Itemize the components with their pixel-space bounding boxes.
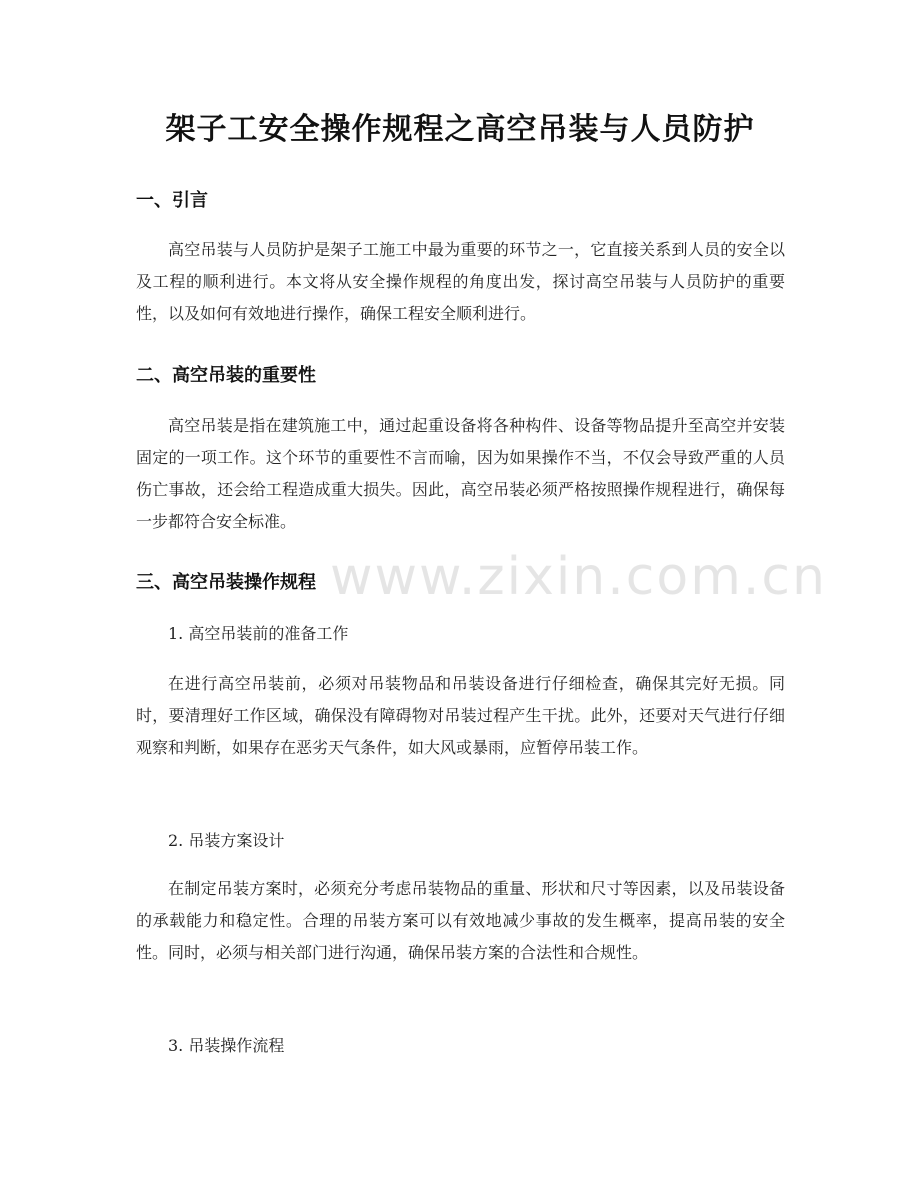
subsection-title-preparation: 1. 高空吊装前的准备工作 [168, 624, 349, 643]
subsection-title-plan-design: 2. 吊装方案设计 [168, 831, 285, 850]
subsection-paragraph-preparation: 在进行高空吊装前，必须对吊装物品和吊装设备进行仔细检查，确保其完好无损。同时，要清理好工作区域，确保没有障碍物对吊装过程产生干扰。此外，还要对天气进行仔细观察和判断，如果存在恶劣天气条件，如大风或暴雨，应暂停吊装工作。 [136, 674, 785, 757]
section-heading-importance: 二、高空吊装的重要性 [136, 365, 316, 386]
section-paragraph-importance: 高空吊装是指在建筑施工中，通过起重设备将各种构件、设备等物品提升至高空并安装固定的一项工作。这个环节的重要性不言而喻，因为如果操作不当，不仅会导致严重的人员伤亡事故，还会给工程造成重大损失。因此，高空吊装必须严格按照操作规程进行，确保每一步都符合安全标准。 [136, 416, 785, 531]
section-paragraph-introduction: 高空吊装与人员防护是架子工施工中最为重要的环节之一，它直接关系到人员的安全以及工程的顺利进行。本文将从安全操作规程的角度出发，探讨高空吊装与人员防护的重要性，以及如何有效地进行操作，确保工程安全顺利进行。 [136, 240, 785, 323]
watermark: www.zixin.com.cn [330, 547, 827, 607]
subsection-paragraph-plan-design: 在制定吊装方案时，必须充分考虑吊装物品的重量、形状和尺寸等因素，以及吊装设备的承载能力和稳定性。合理的吊装方案可以有效地减少事故的发生概率，提高吊装的安全性。同时，必须与相关部门进行沟通，确保吊装方案的合法性和合规性。 [136, 879, 785, 962]
document-title: 架子工安全操作规程之高空吊装与人员防护 [165, 112, 755, 147]
section-heading-introduction: 一、引言 [136, 190, 208, 211]
subsection-title-operation-flow: 3. 吊装操作流程 [168, 1036, 285, 1055]
section-heading-procedures: 三、高空吊装操作规程 [136, 572, 316, 593]
